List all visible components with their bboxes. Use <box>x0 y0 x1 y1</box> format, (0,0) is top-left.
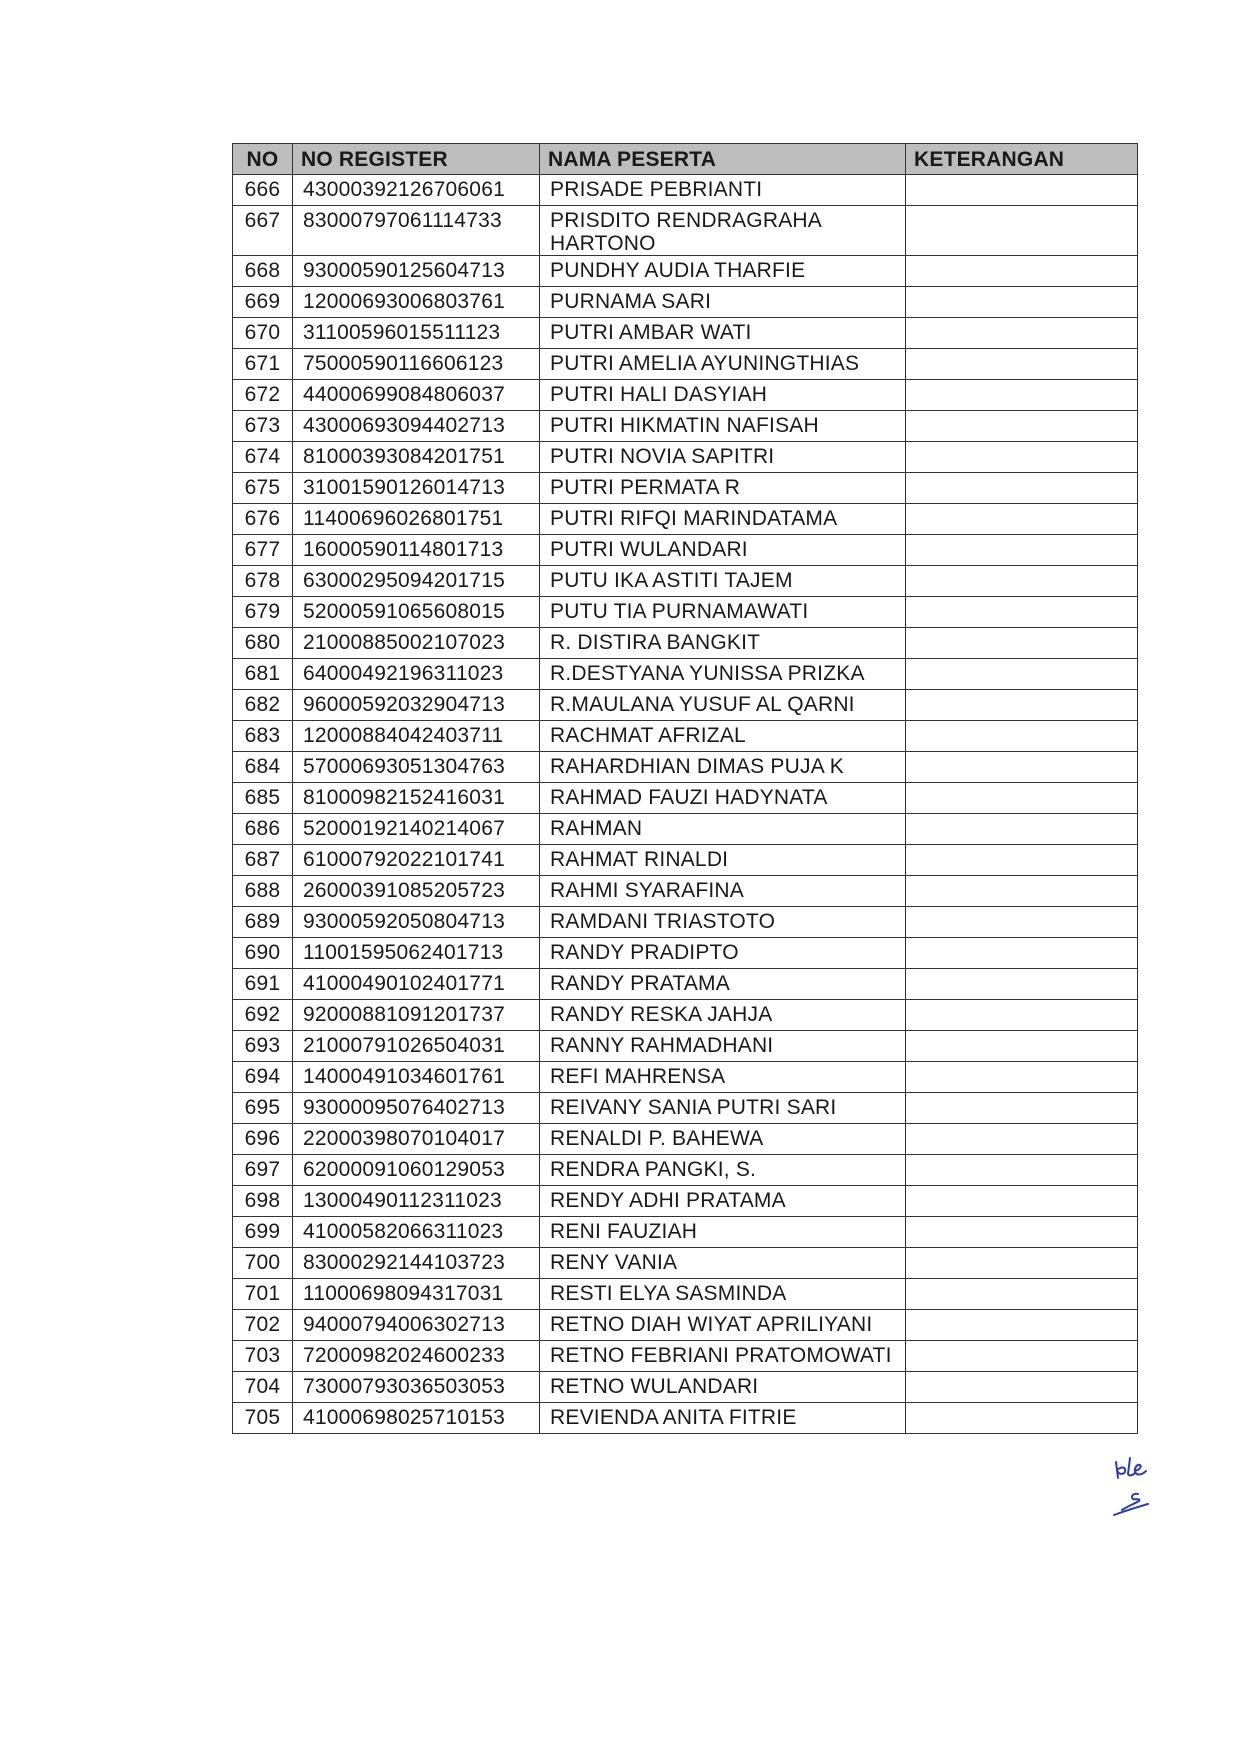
row-keterangan <box>906 1000 1138 1031</box>
row-keterangan <box>906 1372 1138 1403</box>
table-body <box>233 175 1138 1434</box>
table-row <box>233 566 1138 597</box>
row-keterangan <box>906 318 1138 349</box>
row-no: 680 <box>233 628 293 659</box>
row-keterangan <box>906 721 1138 752</box>
row-nama: RAHARDHIAN DIMAS PUJA K <box>540 752 906 783</box>
table-row <box>233 814 1138 845</box>
row-no: 693 <box>233 1031 293 1062</box>
row-register: 26000391085205723 <box>293 876 540 907</box>
row-nama: PUTU TIA PURNAMAWATI <box>540 597 906 628</box>
row-no: 691 <box>233 969 293 1000</box>
row-no: 695 <box>233 1093 293 1124</box>
row-no: 690 <box>233 938 293 969</box>
row-no: 697 <box>233 1155 293 1186</box>
row-register: 41000698025710153 <box>293 1403 540 1434</box>
row-register: 61000792022101741 <box>293 845 540 876</box>
row-keterangan <box>906 535 1138 566</box>
row-nama: RETNO DIAH WIYAT APRILIYANI <box>540 1310 906 1341</box>
row-no: 696 <box>233 1124 293 1155</box>
table-row <box>233 535 1138 566</box>
row-keterangan <box>906 1217 1138 1248</box>
table-row <box>233 1062 1138 1093</box>
table-row <box>233 380 1138 411</box>
table-row <box>233 1031 1138 1062</box>
row-nama: PUTU IKA ASTITI TAJEM <box>540 566 906 597</box>
row-register: 11400696026801751 <box>293 504 540 535</box>
row-keterangan <box>906 814 1138 845</box>
row-register: 83000292144103723 <box>293 1248 540 1279</box>
handwritten-signature <box>1108 1452 1180 1532</box>
row-nama: RANDY PRADIPTO <box>540 938 906 969</box>
row-nama: PUTRI PERMATA R <box>540 473 906 504</box>
row-register: 64000492196311023 <box>293 659 540 690</box>
row-keterangan <box>906 659 1138 690</box>
row-no: 669 <box>233 287 293 318</box>
table-row <box>233 1341 1138 1372</box>
row-nama: RAHMAN <box>540 814 906 845</box>
header-no: NO <box>233 144 293 175</box>
row-no: 676 <box>233 504 293 535</box>
row-no: 684 <box>233 752 293 783</box>
table-row <box>233 1403 1138 1434</box>
row-no: 694 <box>233 1062 293 1093</box>
table-row <box>233 1186 1138 1217</box>
row-keterangan <box>906 752 1138 783</box>
row-no: 681 <box>233 659 293 690</box>
row-keterangan <box>906 1279 1138 1310</box>
row-keterangan <box>906 1031 1138 1062</box>
row-no: 668 <box>233 256 293 287</box>
row-keterangan <box>906 380 1138 411</box>
table-row <box>233 1248 1138 1279</box>
row-keterangan <box>906 473 1138 504</box>
row-keterangan <box>906 938 1138 969</box>
row-register: 52000192140214067 <box>293 814 540 845</box>
row-register: 73000793036503053 <box>293 1372 540 1403</box>
row-keterangan <box>906 566 1138 597</box>
row-keterangan <box>906 1310 1138 1341</box>
row-no: 667 <box>233 206 293 256</box>
row-register: 22000398070104017 <box>293 1124 540 1155</box>
row-register: 44000699084806037 <box>293 380 540 411</box>
row-nama: RETNO FEBRIANI PRATOMOWATI <box>540 1341 906 1372</box>
row-no: 698 <box>233 1186 293 1217</box>
table-header-row <box>233 144 1138 175</box>
table-row <box>233 1093 1138 1124</box>
table-row <box>233 938 1138 969</box>
row-no: 692 <box>233 1000 293 1031</box>
row-keterangan <box>906 1186 1138 1217</box>
row-nama: PUTRI AMELIA AYUNINGTHIAS <box>540 349 906 380</box>
row-register: 81000982152416031 <box>293 783 540 814</box>
table-row <box>233 845 1138 876</box>
table-row <box>233 783 1138 814</box>
table-row <box>233 175 1138 206</box>
table-row <box>233 907 1138 938</box>
row-register: 21000885002107023 <box>293 628 540 659</box>
table-row <box>233 1217 1138 1248</box>
table-row <box>233 318 1138 349</box>
row-keterangan <box>906 597 1138 628</box>
row-nama: PUTRI NOVIA SAPITRI <box>540 442 906 473</box>
row-keterangan <box>906 206 1138 256</box>
row-nama: RAHMAD FAUZI HADYNATA <box>540 783 906 814</box>
row-no: 704 <box>233 1372 293 1403</box>
row-register: 93000590125604713 <box>293 256 540 287</box>
table-row <box>233 969 1138 1000</box>
row-register: 92000881091201737 <box>293 1000 540 1031</box>
row-no: 675 <box>233 473 293 504</box>
table-row <box>233 504 1138 535</box>
row-keterangan <box>906 1124 1138 1155</box>
row-register: 31100596015511123 <box>293 318 540 349</box>
row-register: 13000490112311023 <box>293 1186 540 1217</box>
table-row <box>233 256 1138 287</box>
row-nama: PUTRI AMBAR WATI <box>540 318 906 349</box>
table-row <box>233 206 1138 256</box>
row-no: 679 <box>233 597 293 628</box>
row-nama: RENDY ADHI PRATAMA <box>540 1186 906 1217</box>
row-register: 43000693094402713 <box>293 411 540 442</box>
row-nama: PUTRI WULANDARI <box>540 535 906 566</box>
row-register: 11001595062401713 <box>293 938 540 969</box>
row-nama: R. DISTIRA BANGKIT <box>540 628 906 659</box>
row-keterangan <box>906 256 1138 287</box>
row-nama: PUTRI RIFQI MARINDATAMA <box>540 504 906 535</box>
row-no: 705 <box>233 1403 293 1434</box>
table-row <box>233 442 1138 473</box>
table-row <box>233 411 1138 442</box>
row-no: 689 <box>233 907 293 938</box>
row-register: 43000392126706061 <box>293 175 540 206</box>
row-register: 12000693006803761 <box>293 287 540 318</box>
row-keterangan <box>906 1093 1138 1124</box>
row-nama: R.MAULANA YUSUF AL QARNI <box>540 690 906 721</box>
row-no: 703 <box>233 1341 293 1372</box>
table-row <box>233 1279 1138 1310</box>
header-nama: NAMA PESERTA <box>540 144 906 175</box>
row-nama: RESTI ELYA SASMINDA <box>540 1279 906 1310</box>
row-no: 672 <box>233 380 293 411</box>
row-register: 72000982024600233 <box>293 1341 540 1372</box>
row-no: 687 <box>233 845 293 876</box>
table-row <box>233 659 1138 690</box>
row-nama: RAHMAT RINALDI <box>540 845 906 876</box>
row-register: 31001590126014713 <box>293 473 540 504</box>
row-keterangan <box>906 349 1138 380</box>
header-keterangan: KETERANGAN <box>906 144 1138 175</box>
row-no: 688 <box>233 876 293 907</box>
row-keterangan <box>906 783 1138 814</box>
row-register: 21000791026504031 <box>293 1031 540 1062</box>
row-keterangan <box>906 1248 1138 1279</box>
row-no: 700 <box>233 1248 293 1279</box>
row-keterangan <box>906 690 1138 721</box>
row-nama: RAMDANI TRIASTOTO <box>540 907 906 938</box>
row-no: 670 <box>233 318 293 349</box>
header-register: NO REGISTER <box>293 144 540 175</box>
row-register: 11000698094317031 <box>293 1279 540 1310</box>
row-no: 699 <box>233 1217 293 1248</box>
row-register: 94000794006302713 <box>293 1310 540 1341</box>
row-nama: REFI MAHRENSA <box>540 1062 906 1093</box>
row-nama: RETNO WULANDARI <box>540 1372 906 1403</box>
table-row <box>233 349 1138 380</box>
row-no: 677 <box>233 535 293 566</box>
row-register: 93000592050804713 <box>293 907 540 938</box>
row-nama: RACHMAT AFRIZAL <box>540 721 906 752</box>
table-row <box>233 752 1138 783</box>
row-nama: REVIENDA ANITA FITRIE <box>540 1403 906 1434</box>
row-nama: PURNAMA SARI <box>540 287 906 318</box>
row-no: 673 <box>233 411 293 442</box>
table-row <box>233 1000 1138 1031</box>
table-row <box>233 690 1138 721</box>
row-register: 83000797061114733 <box>293 206 540 256</box>
row-keterangan <box>906 1341 1138 1372</box>
table-row <box>233 1310 1138 1341</box>
table-row <box>233 1124 1138 1155</box>
row-keterangan <box>906 504 1138 535</box>
row-nama: R.DESTYANA YUNISSA PRIZKA <box>540 659 906 690</box>
row-nama: RAHMI SYARAFINA <box>540 876 906 907</box>
table-row <box>233 876 1138 907</box>
row-register: 81000393084201751 <box>293 442 540 473</box>
participant-table <box>232 143 1138 1434</box>
row-nama: RENDRA PANGKI, S. <box>540 1155 906 1186</box>
row-register: 52000591065608015 <box>293 597 540 628</box>
row-no: 682 <box>233 690 293 721</box>
row-keterangan <box>906 287 1138 318</box>
row-nama: PUNDHY AUDIA THARFIE <box>540 256 906 287</box>
row-nama: PUTRI HIKMATIN NAFISAH <box>540 411 906 442</box>
row-keterangan <box>906 1155 1138 1186</box>
row-keterangan <box>906 876 1138 907</box>
row-no: 685 <box>233 783 293 814</box>
row-nama: RENI FAUZIAH <box>540 1217 906 1248</box>
row-no: 671 <box>233 349 293 380</box>
row-register: 16000590114801713 <box>293 535 540 566</box>
row-keterangan <box>906 1403 1138 1434</box>
row-register: 63000295094201715 <box>293 566 540 597</box>
table-row <box>233 1372 1138 1403</box>
row-register: 12000884042403711 <box>293 721 540 752</box>
row-nama: REIVANY SANIA PUTRI SARI <box>540 1093 906 1124</box>
row-nama: PRISADE PEBRIANTI <box>540 175 906 206</box>
table-row <box>233 721 1138 752</box>
table-row <box>233 287 1138 318</box>
row-register: 41000582066311023 <box>293 1217 540 1248</box>
row-no: 701 <box>233 1279 293 1310</box>
table-row <box>233 597 1138 628</box>
row-register: 93000095076402713 <box>293 1093 540 1124</box>
row-nama: RENY VANIA <box>540 1248 906 1279</box>
row-register: 57000693051304763 <box>293 752 540 783</box>
table-row <box>233 628 1138 659</box>
row-keterangan <box>906 969 1138 1000</box>
row-keterangan <box>906 442 1138 473</box>
row-register: 41000490102401771 <box>293 969 540 1000</box>
row-keterangan <box>906 411 1138 442</box>
row-no: 674 <box>233 442 293 473</box>
row-nama: RENALDI P. BAHEWA <box>540 1124 906 1155</box>
row-register: 96000592032904713 <box>293 690 540 721</box>
row-register: 75000590116606123 <box>293 349 540 380</box>
row-register: 62000091060129053 <box>293 1155 540 1186</box>
row-keterangan <box>906 628 1138 659</box>
row-nama: PRISDITO RENDRAGRAHA HARTONO <box>540 206 906 256</box>
table-row <box>233 473 1138 504</box>
row-no: 678 <box>233 566 293 597</box>
row-nama: RANDY PRATAMA <box>540 969 906 1000</box>
table-row <box>233 1155 1138 1186</box>
row-keterangan <box>906 175 1138 206</box>
row-nama: PUTRI HALI DASYIAH <box>540 380 906 411</box>
row-no: 686 <box>233 814 293 845</box>
row-no: 666 <box>233 175 293 206</box>
row-no: 683 <box>233 721 293 752</box>
row-keterangan <box>906 845 1138 876</box>
row-nama: RANDY RESKA JAHJA <box>540 1000 906 1031</box>
row-register: 14000491034601761 <box>293 1062 540 1093</box>
row-keterangan <box>906 1062 1138 1093</box>
row-no: 702 <box>233 1310 293 1341</box>
row-keterangan <box>906 907 1138 938</box>
row-nama: RANNY RAHMADHANI <box>540 1031 906 1062</box>
